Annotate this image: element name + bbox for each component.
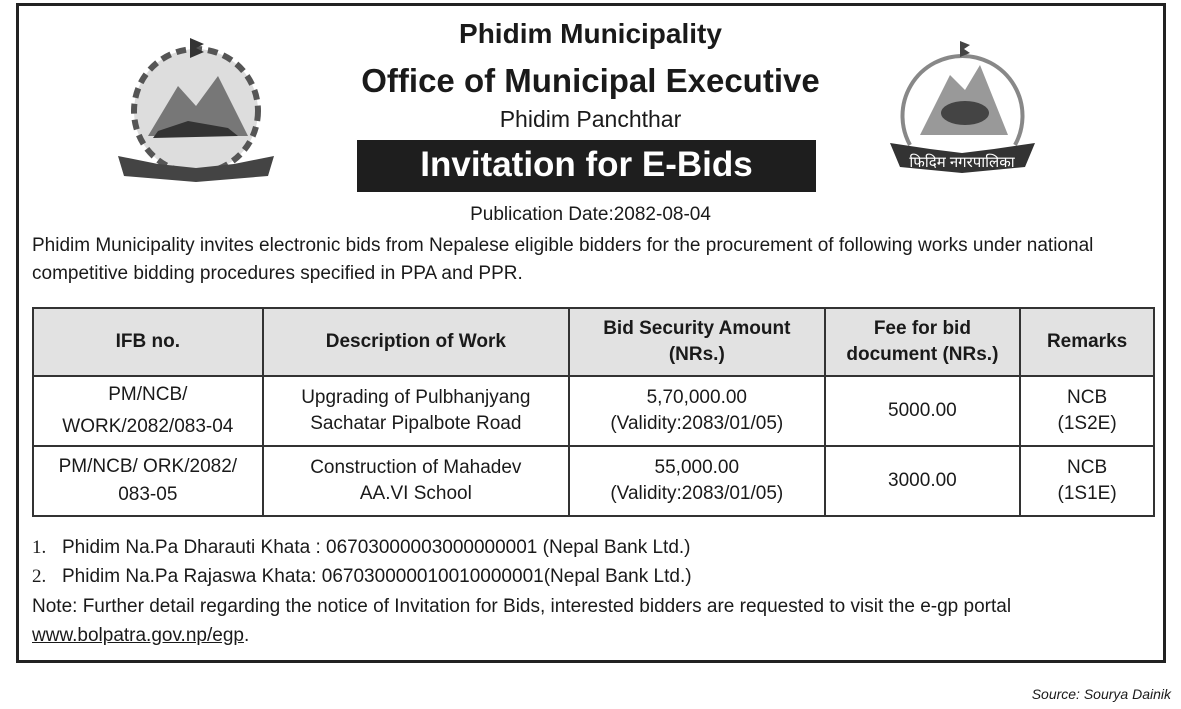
header-description: Description of Work (263, 308, 569, 376)
bids-table (32, 307, 1155, 517)
remarks-cell (1020, 446, 1154, 516)
account-text: Phidim Na.Pa Rajaswa Khata: 067030000010010000001(Nepal Bank Ltd.) (62, 566, 692, 587)
list-number: 2. (32, 566, 47, 587)
header-remarks: Remarks (1020, 308, 1154, 376)
description-cell: Upgrading of Pulbhanjyang Sachatar Pipalbote Road (263, 376, 569, 446)
header-ifb: IFB no. (33, 308, 263, 376)
egp-portal-link[interactable]: www.bolpatra.gov.np/egp (32, 625, 244, 646)
ifb-cell: PM/NCB/ ORK/2082/ 083-05 (33, 446, 263, 516)
security-cell (569, 446, 825, 516)
org-name: Phidim Municipality (459, 18, 722, 49)
source-credit: Source: Sourya Dainik (1031, 686, 1171, 702)
validity: (Validity:2083/01/05) (610, 413, 784, 434)
account-item (32, 533, 692, 562)
header-security: Bid Security Amount (NRs.) (569, 308, 825, 376)
account-text: Phidim Na.Pa Dharauti Khata : 06703000003000000001 (Nepal Bank Ltd.) (62, 537, 691, 558)
note-text: Note: Further detail regarding the notice of Invitation for Bids, interested bidders are requested to visit the e-gp portal (32, 596, 1012, 617)
intro-text: Phidim Municipality invites electronic bids from Nepalese eligible bidders for the procurement of following works under national competitive bidding procedures specified in PPA and PPR. (32, 235, 1094, 284)
link-suffix: . (243, 625, 250, 646)
security-cell (569, 376, 825, 446)
seal-text: फिदिम नगरपालिका (909, 154, 1015, 171)
security-amount: 55,000.00 (654, 457, 740, 478)
publication-date: Publication Date:2082-08-04 (470, 204, 711, 225)
list-number: 1. (32, 537, 47, 558)
remarks-type: NCB (1067, 387, 1108, 408)
page-title: Invitation for E-Bids (357, 140, 816, 192)
remarks-envelope: (1S2E) (1057, 413, 1117, 434)
account-item (32, 562, 692, 591)
description-cell: Construction of Mahadev AA.VI School (263, 446, 569, 516)
remarks-type: NCB (1067, 457, 1108, 478)
table-row (33, 446, 1154, 516)
fee-cell: 5000.00 (825, 376, 1021, 446)
note (32, 592, 1162, 650)
remarks-envelope: (1S1E) (1057, 483, 1117, 504)
remarks-cell (1020, 376, 1154, 446)
bank-accounts (32, 533, 692, 591)
table-row (33, 376, 1154, 446)
phidim-municipality-seal-icon (890, 35, 1035, 175)
fee-cell: 3000.00 (825, 446, 1021, 516)
header-fee: Fee for bid document (NRs.) (825, 308, 1021, 376)
table-header-row (33, 308, 1154, 376)
office-name: Office of Municipal Executive (361, 62, 820, 99)
location: Phidim Panchthar (499, 106, 682, 132)
security-amount: 5,70,000.00 (646, 387, 747, 408)
validity: (Validity:2083/01/05) (610, 483, 784, 504)
ifb-cell: PM/NCB/ WORK/2082/083-04 (33, 376, 263, 446)
